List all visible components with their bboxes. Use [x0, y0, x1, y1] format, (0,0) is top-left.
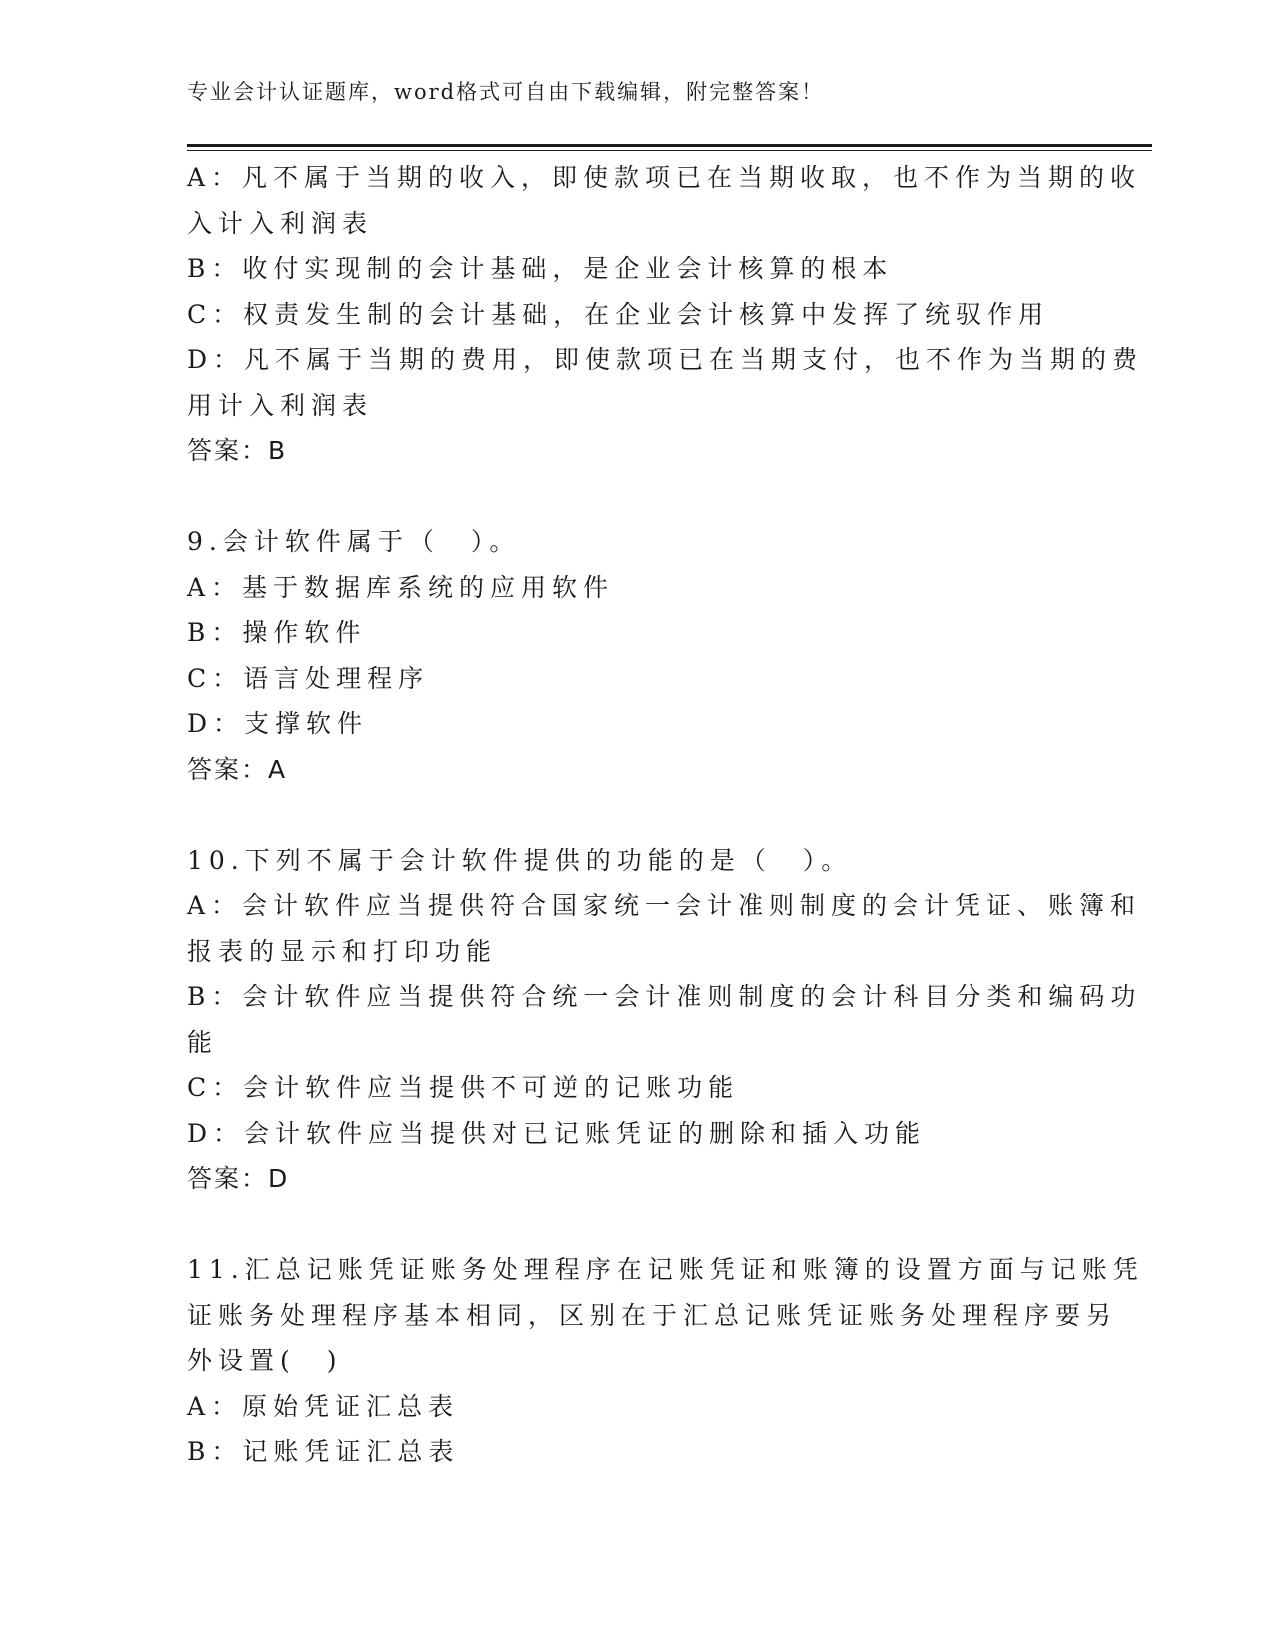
page-header: 专业会计认证题库，word格式可自由下载编辑，附完整答案！	[187, 80, 825, 104]
stem-line: 外设置( )	[187, 1346, 343, 1375]
question-8	[187, 155, 1144, 474]
option-a	[187, 883, 1142, 974]
option-line: 报表的显示和打印功能	[187, 936, 498, 966]
question-10	[187, 838, 1142, 1202]
option-a	[187, 155, 1142, 246]
question-9	[187, 519, 1087, 792]
option-line: A：凡不属于当期的收入，即使款项已在当期收取，也不作为当期的收	[187, 163, 1142, 192]
option-b: B：记账凭证汇总表	[187, 1437, 460, 1466]
option-d: D：支撑软件	[187, 709, 369, 738]
spacer	[187, 792, 1087, 838]
option-b	[187, 246, 1087, 292]
option-a: A：原始凭证汇总表	[187, 1391, 460, 1421]
option-line: 入计入利润表	[187, 208, 374, 238]
option-line: A：会计软件应当提供符合国家统一会计准则制度的会计凭证、账簿和	[187, 891, 1142, 920]
option-d: D：会计软件应当提供对已记账凭证的删除和插入功能	[187, 1118, 927, 1148]
option-a: A：基于数据库系统的应用软件	[187, 572, 615, 602]
answer-line: 答案：A	[187, 754, 288, 784]
spacer	[187, 1202, 1087, 1248]
option-c: C：会计软件应当提供不可逆的记账功能	[187, 1073, 740, 1102]
question-stem: 9.会计软件属于（ ）。	[187, 527, 521, 556]
answer-line: 答案：B	[187, 436, 288, 465]
stem-line: 证账务处理程序基本相同，区别在于汇总记账凭证账务处理程序要另	[187, 1300, 1118, 1330]
option-c: C：语言处理程序	[187, 663, 430, 693]
stem-line: 11.汇总记账凭证账务处理程序在记账凭证和账簿的设置方面与记账凭	[187, 1255, 1144, 1284]
question-11	[187, 1247, 1144, 1475]
header-rule-thin	[187, 150, 1152, 151]
spacer	[187, 474, 1087, 520]
option-line: D：凡不属于当期的费用，即使款项已在当期支付，也不作为当期的费	[187, 345, 1144, 374]
option-b	[187, 974, 1142, 1065]
option-line: 用计入利润表	[187, 390, 374, 420]
question-stem: 10.下列不属于会计软件提供的功能的是（ ）。	[187, 845, 853, 875]
option-d	[187, 337, 1144, 428]
answer-line: 答案：D	[187, 1164, 290, 1193]
option-line: B：收付实现制的会计基础，是企业会计核算的根本	[187, 254, 894, 283]
option-line: 能	[187, 1027, 219, 1057]
option-b: B：操作软件	[187, 618, 367, 647]
document-body	[187, 155, 1144, 1475]
header-rule-thick	[187, 144, 1152, 147]
option-c	[187, 292, 1087, 338]
option-line: C：权责发生制的会计基础，在企业会计核算中发挥了统驭作用	[187, 299, 1050, 329]
question-stem	[187, 1247, 1144, 1384]
option-line: B：会计软件应当提供符合统一会计准则制度的会计科目分类和编码功	[187, 982, 1142, 1011]
